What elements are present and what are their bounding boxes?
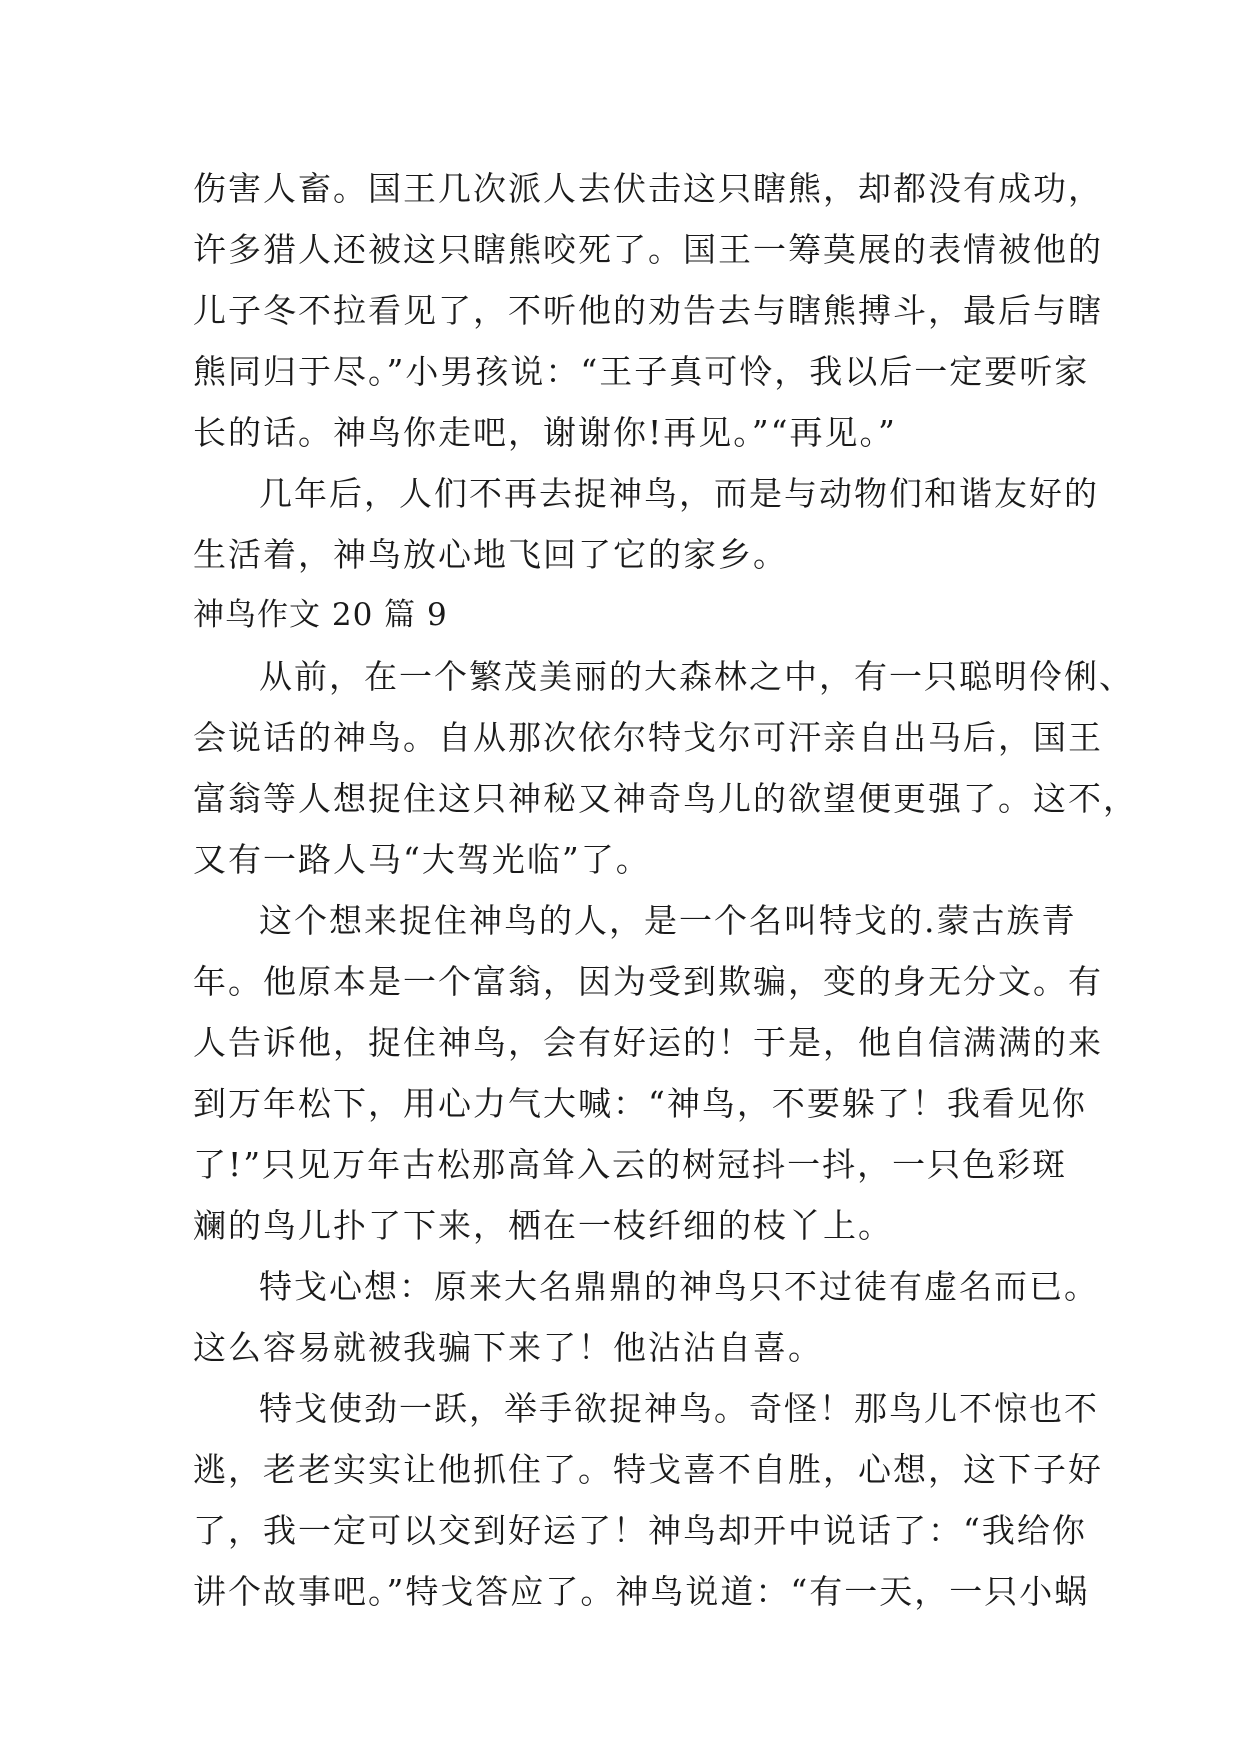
text-line: 熊同归于尽。”小男孩说：“王子真可怜，我以后一定要听家 bbox=[193, 352, 1090, 391]
text-line: 人告诉他，捉住神鸟，会有好运的！于是，他自信满满的来 bbox=[193, 1023, 1103, 1062]
text-line: 斓的鸟儿扑了下来，栖在一枝纤细的枝丫上。 bbox=[193, 1206, 893, 1245]
text-line: 了，我一定可以交到好运了！神鸟却开中说话了：“我给你 bbox=[193, 1511, 1087, 1550]
text-line: 生活着，神鸟放心地飞回了它的家乡。 bbox=[193, 535, 788, 574]
paragraph-first-line: 特戈心想：原来大名鼎鼎的神鸟只不过徒有虚名而已。 bbox=[259, 1267, 1099, 1306]
text-line: 这么容易就被我骗下来了！他沾沾自喜。 bbox=[193, 1328, 823, 1367]
text-line: 富翁等人想捉住这只神秘又神奇鸟儿的欲望便更强了。这不， bbox=[193, 779, 1138, 818]
text-line: 许多猎人还被这只瞎熊咬死了。国王一筹莫展的表情被他的 bbox=[193, 230, 1103, 269]
text-line: 逃，老老实实让他抓住了。特戈喜不自胜，心想，这下子好 bbox=[193, 1450, 1103, 1489]
body-text bbox=[193, 158, 1138, 1622]
text-line: 到万年松下，用心力气大喊：“神鸟，不要躲了！我看见你 bbox=[193, 1084, 1087, 1123]
text-line: 讲个故事吧。”特戈答应了。神鸟说道：“有一天，一只小蜗 bbox=[193, 1572, 1090, 1611]
section-heading: 神鸟作文 20 篇 9 bbox=[193, 597, 448, 633]
paragraph-first-line: 这个想来捉住神鸟的人，是一个名叫特戈的.蒙古族青 bbox=[259, 901, 1077, 940]
paragraph-first-line: 从前，在一个繁茂美丽的大森林之中，有一只聪明伶俐、 bbox=[259, 657, 1134, 696]
paragraph-first-line: 几年后，人们不再去捉神鸟，而是与动物们和谐友好的 bbox=[259, 474, 1099, 513]
text-line: 会说话的神鸟。自从那次依尔特戈尔可汗亲自出马后，国王 bbox=[193, 718, 1103, 757]
text-line: 长的话。神鸟你走吧，谢谢你!再见。”“再见。” bbox=[193, 413, 897, 452]
text-line: 儿子冬不拉看见了，不听他的劝告去与瞎熊搏斗，最后与瞎 bbox=[193, 291, 1103, 330]
text-line: 伤害人畜。国王几次派人去伏击这只瞎熊，却都没有成功， bbox=[193, 169, 1103, 208]
text-line: 又有一路人马“大驾光临”了。 bbox=[193, 840, 651, 879]
text-line: 年。他原本是一个富翁，因为受到欺骗，变的身无分文。有 bbox=[193, 962, 1103, 1001]
paragraph-first-line: 特戈使劲一跃，举手欲捉神鸟。奇怪！那鸟儿不惊也不 bbox=[259, 1389, 1099, 1428]
text-line: 了!”只见万年古松那高耸入云的树冠抖一抖，一只色彩斑 bbox=[193, 1145, 1068, 1184]
